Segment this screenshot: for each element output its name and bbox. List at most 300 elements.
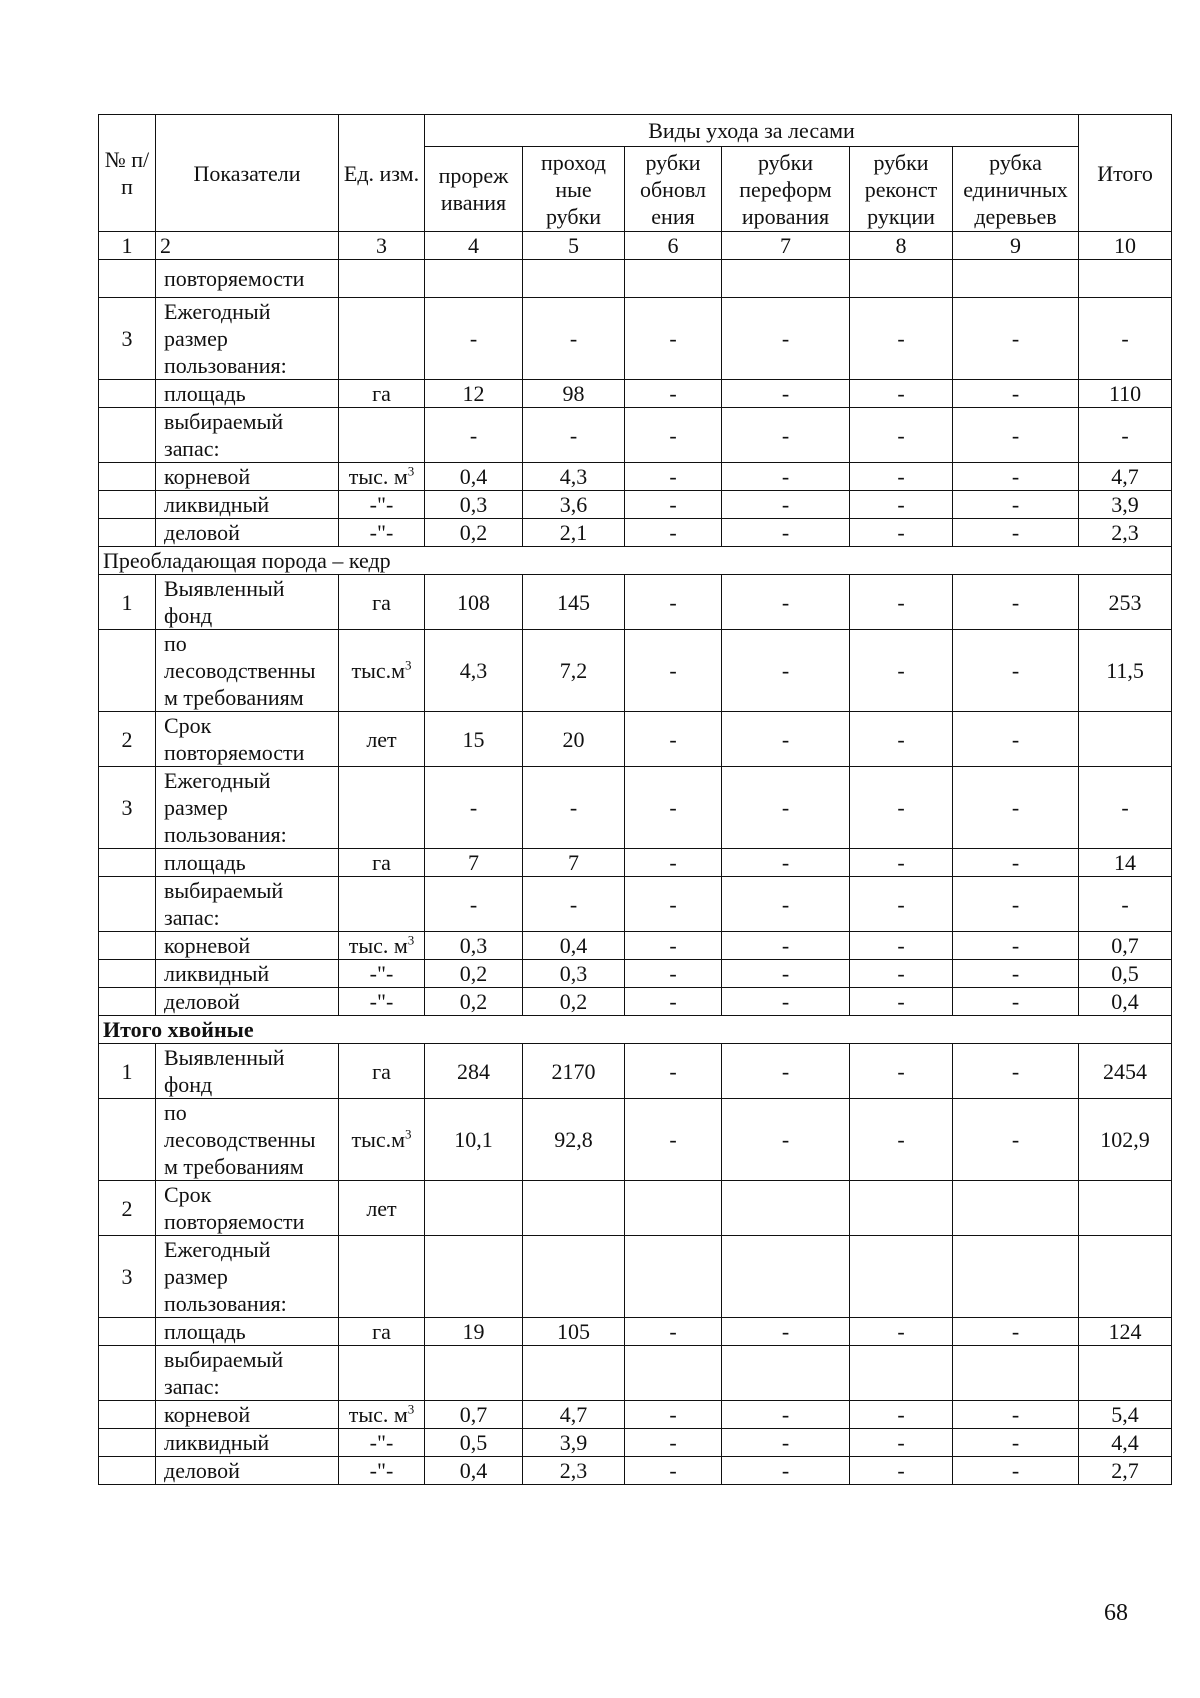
table-row [99, 380, 1172, 408]
row-total-value: 4,4 [1079, 1429, 1172, 1457]
row-value: - [625, 849, 722, 877]
row-value: - [625, 767, 722, 849]
row-unit [339, 298, 425, 380]
row-total-value: 0,5 [1079, 960, 1172, 988]
row-value: - [722, 1318, 850, 1346]
row-value: - [625, 491, 722, 519]
row-value: - [850, 1318, 953, 1346]
row-value: - [953, 1401, 1079, 1429]
col-number: 4 [425, 232, 523, 260]
row-label: деловой [156, 519, 339, 547]
unit-text: тыс. м [348, 933, 408, 958]
row-value [850, 1181, 953, 1236]
unit-superscript: 3 [407, 932, 415, 948]
row-value: - [722, 932, 850, 960]
row-unit [339, 988, 425, 1016]
table-row [99, 1401, 1172, 1429]
row-value: - [625, 988, 722, 1016]
row-value: 0,4 [523, 932, 625, 960]
row-value: 284 [425, 1044, 523, 1099]
row-total-value: 11,5 [1079, 630, 1172, 712]
row-value: - [722, 1457, 850, 1485]
row-value: - [625, 932, 722, 960]
row-total-value [1079, 260, 1172, 298]
unit-text: тыс. м [348, 1402, 408, 1427]
unit-text: лет [366, 1195, 397, 1221]
row-unit [339, 260, 425, 298]
col-number: 1 [99, 232, 156, 260]
row-total-value: 102,9 [1079, 1099, 1172, 1181]
row-value: - [953, 408, 1079, 463]
row-number [99, 1099, 156, 1181]
row-value [722, 1346, 850, 1401]
col-number: 3 [339, 232, 425, 260]
row-value: - [850, 1044, 953, 1099]
row-value: 19 [425, 1318, 523, 1346]
row-number [99, 630, 156, 712]
row-label: Ежегодный размер пользования: [156, 298, 339, 380]
row-value: - [850, 767, 953, 849]
row-label: по лесоводственны м требованиям [156, 1099, 339, 1181]
row-number [99, 1429, 156, 1457]
row-value: - [953, 849, 1079, 877]
row-value: 0,2 [523, 988, 625, 1016]
row-label: площадь [156, 380, 339, 408]
header-col-thinning: прореж ивания [425, 147, 523, 232]
row-value: - [953, 298, 1079, 380]
row-value: - [722, 767, 850, 849]
row-value: - [625, 463, 722, 491]
row-value: 10,1 [425, 1099, 523, 1181]
row-total-value: - [1079, 298, 1172, 380]
row-unit [339, 491, 425, 519]
row-value: - [722, 1401, 850, 1429]
row-value: - [953, 877, 1079, 932]
row-total-value: 4,7 [1079, 463, 1172, 491]
row-value: - [953, 712, 1079, 767]
row-total-value [1079, 1346, 1172, 1401]
row-value: - [850, 1099, 953, 1181]
row-value: - [722, 630, 850, 712]
row-value: - [722, 1044, 850, 1099]
row-total-value: 2,3 [1079, 519, 1172, 547]
table-row [99, 575, 1172, 630]
table-row [99, 932, 1172, 960]
table-row [99, 849, 1172, 877]
table-row [99, 260, 1172, 298]
unit-superscript: 3 [405, 657, 412, 673]
row-number [99, 1346, 156, 1401]
table-row [99, 1044, 1172, 1099]
section-heading-total-conifers-row [99, 1016, 1172, 1044]
row-value: - [850, 630, 953, 712]
row-value [523, 1181, 625, 1236]
row-total-value: 0,4 [1079, 988, 1172, 1016]
row-total-value: 2454 [1079, 1044, 1172, 1099]
unit-text: га [372, 1319, 391, 1344]
table-row [99, 1099, 1172, 1181]
row-unit [339, 849, 425, 877]
header-col-renewal: рубки обновл ения [625, 147, 722, 232]
row-number: 3 [99, 1236, 156, 1318]
row-value: - [625, 408, 722, 463]
row-value: - [523, 408, 625, 463]
row-total-value: 124 [1079, 1318, 1172, 1346]
unit-text: -"- [369, 1430, 394, 1455]
table-row [99, 519, 1172, 547]
row-total-value: 253 [1079, 575, 1172, 630]
table-row [99, 298, 1172, 380]
row-label: площадь [156, 1318, 339, 1346]
row-label: корневой [156, 1401, 339, 1429]
row-value: - [625, 960, 722, 988]
row-total-value: 14 [1079, 849, 1172, 877]
unit-text: -"- [369, 961, 394, 986]
row-value: - [625, 1099, 722, 1181]
row-label: ликвидный [156, 1429, 339, 1457]
row-label: Ежегодный размер пользования: [156, 767, 339, 849]
row-value [523, 260, 625, 298]
row-unit [339, 1099, 425, 1181]
table-row [99, 630, 1172, 712]
unit-text: га [372, 589, 391, 615]
row-number: 3 [99, 298, 156, 380]
row-number [99, 1318, 156, 1346]
header-indicator: Показатели [156, 115, 339, 232]
row-value: 0,2 [425, 988, 523, 1016]
col-number: 10 [1079, 232, 1172, 260]
header-row-1 [99, 115, 1172, 147]
row-label: деловой [156, 988, 339, 1016]
row-value: 108 [425, 575, 523, 630]
row-value: - [625, 877, 722, 932]
col-number: 5 [523, 232, 625, 260]
row-value: - [850, 298, 953, 380]
row-number: 2 [99, 712, 156, 767]
row-value: - [850, 932, 953, 960]
row-value: - [953, 380, 1079, 408]
row-value: - [850, 1429, 953, 1457]
row-value: 15 [425, 712, 523, 767]
row-value: - [722, 1099, 850, 1181]
row-value: 0,5 [425, 1429, 523, 1457]
row-value: 92,8 [523, 1099, 625, 1181]
table-row [99, 767, 1172, 849]
row-number [99, 988, 156, 1016]
row-value [953, 1346, 1079, 1401]
table-row [99, 960, 1172, 988]
unit-text: га [372, 381, 391, 406]
row-value: - [953, 519, 1079, 547]
row-number [99, 1457, 156, 1485]
row-value: - [722, 519, 850, 547]
row-value: - [850, 1401, 953, 1429]
row-unit [339, 1401, 425, 1429]
row-value: - [953, 1044, 1079, 1099]
row-value: - [625, 630, 722, 712]
row-value: - [850, 380, 953, 408]
row-number [99, 463, 156, 491]
row-value [953, 1236, 1079, 1318]
row-unit [339, 712, 425, 767]
table-row [99, 1457, 1172, 1485]
table-row [99, 463, 1172, 491]
row-label: Срок повторяемости [156, 1181, 339, 1236]
row-value: - [625, 575, 722, 630]
header-col-passage: проход ные рубки [523, 147, 625, 232]
row-value [625, 1346, 722, 1401]
row-unit [339, 630, 425, 712]
table-row [99, 988, 1172, 1016]
row-value [425, 260, 523, 298]
row-label: Срок повторяемости [156, 712, 339, 767]
row-value: - [850, 575, 953, 630]
row-label: корневой [156, 463, 339, 491]
unit-text: га [372, 1058, 391, 1084]
row-label: выбираемый запас: [156, 877, 339, 932]
row-value: 2,3 [523, 1457, 625, 1485]
row-number [99, 491, 156, 519]
section-heading-total-conifers: Итого хвойные [99, 1016, 1172, 1044]
row-value: - [953, 575, 1079, 630]
row-value: 3,6 [523, 491, 625, 519]
row-value: - [722, 491, 850, 519]
row-value: 7 [523, 849, 625, 877]
row-value: - [625, 712, 722, 767]
unit-superscript: 3 [405, 1126, 412, 1142]
row-value: - [953, 1099, 1079, 1181]
header-col-reformation: рубки переформ ирования [722, 147, 850, 232]
row-value [523, 1346, 625, 1401]
table-row [99, 1318, 1172, 1346]
row-value [425, 1181, 523, 1236]
row-value [722, 1181, 850, 1236]
row-total-value: 2,7 [1079, 1457, 1172, 1485]
row-value: - [850, 712, 953, 767]
row-number [99, 849, 156, 877]
row-number [99, 932, 156, 960]
table-row [99, 1236, 1172, 1318]
row-value: - [953, 1457, 1079, 1485]
row-label: ликвидный [156, 960, 339, 988]
row-unit [339, 932, 425, 960]
row-unit [339, 1429, 425, 1457]
section-heading-cedar: Преобладающая порода – кедр [99, 547, 1172, 575]
row-value: - [425, 877, 523, 932]
header-num: № п/п [99, 115, 156, 232]
row-value: - [425, 408, 523, 463]
unit-text: тыс.м [351, 1127, 406, 1152]
row-value: - [523, 767, 625, 849]
header-col-single-trees: рубка единичных деревьев [953, 147, 1079, 232]
unit-text: га [372, 850, 391, 875]
table-row [99, 491, 1172, 519]
unit-superscript: 3 [407, 463, 415, 479]
row-number [99, 380, 156, 408]
row-value: - [625, 519, 722, 547]
row-value: 4,3 [425, 630, 523, 712]
row-value: - [953, 491, 1079, 519]
row-label: корневой [156, 932, 339, 960]
row-total-value [1079, 712, 1172, 767]
row-value [523, 1236, 625, 1318]
row-value: - [722, 380, 850, 408]
row-value: - [953, 463, 1079, 491]
row-value: - [722, 463, 850, 491]
table-row [99, 1429, 1172, 1457]
row-label: деловой [156, 1457, 339, 1485]
row-value: - [625, 1457, 722, 1485]
row-label: повторяемости [156, 260, 339, 298]
row-value: - [850, 1457, 953, 1485]
row-value: - [625, 1044, 722, 1099]
row-value [722, 260, 850, 298]
row-value: - [850, 491, 953, 519]
unit-text: лет [366, 726, 397, 752]
row-total-value: 3,9 [1079, 491, 1172, 519]
unit-text: тыс.м [351, 658, 406, 683]
row-value: - [722, 575, 850, 630]
table-row [99, 877, 1172, 932]
row-value [425, 1346, 523, 1401]
row-value: - [850, 849, 953, 877]
row-value [850, 1346, 953, 1401]
row-value: 0,4 [425, 1457, 523, 1485]
row-value: - [722, 877, 850, 932]
table-row [99, 712, 1172, 767]
row-value: - [425, 298, 523, 380]
row-value: 4,7 [523, 1401, 625, 1429]
row-value: - [625, 298, 722, 380]
row-value [425, 1236, 523, 1318]
row-unit [339, 767, 425, 849]
row-value: 7,2 [523, 630, 625, 712]
row-value: 0,7 [425, 1401, 523, 1429]
row-number [99, 1401, 156, 1429]
page-number: 68 [1104, 1600, 1128, 1626]
row-number [99, 960, 156, 988]
section-heading-cedar-row [99, 547, 1172, 575]
row-value: - [953, 988, 1079, 1016]
row-number [99, 408, 156, 463]
row-value: - [625, 1401, 722, 1429]
row-total-value: - [1079, 877, 1172, 932]
row-value: - [953, 960, 1079, 988]
row-value: - [850, 463, 953, 491]
row-value [850, 260, 953, 298]
row-unit [339, 877, 425, 932]
row-value: 98 [523, 380, 625, 408]
header-total: Итого [1079, 115, 1172, 232]
row-value: 0,2 [425, 960, 523, 988]
row-value: - [722, 960, 850, 988]
unit-text: -"- [369, 1458, 394, 1483]
col-number: 2 [156, 232, 339, 260]
row-unit [339, 960, 425, 988]
row-value: - [523, 298, 625, 380]
row-number: 3 [99, 767, 156, 849]
row-label: по лесоводственны м требованиям [156, 630, 339, 712]
row-value: - [722, 408, 850, 463]
row-unit [339, 408, 425, 463]
row-label: выбираемый запас: [156, 408, 339, 463]
row-unit [339, 1236, 425, 1318]
row-value: - [953, 767, 1079, 849]
row-number [99, 260, 156, 298]
row-value: - [625, 1429, 722, 1457]
col-number: 6 [625, 232, 722, 260]
row-value: 0,3 [425, 491, 523, 519]
row-unit [339, 1044, 425, 1099]
row-total-value [1079, 1236, 1172, 1318]
row-unit [339, 575, 425, 630]
column-numbers-row [99, 232, 1172, 260]
row-value: - [850, 408, 953, 463]
col-number: 7 [722, 232, 850, 260]
row-label: Ежегодный размер пользования: [156, 1236, 339, 1318]
row-total-value: - [1079, 767, 1172, 849]
row-value [850, 1236, 953, 1318]
table-row [99, 1346, 1172, 1401]
row-value: 0,3 [523, 960, 625, 988]
row-value: - [850, 988, 953, 1016]
row-value: 0,2 [425, 519, 523, 547]
row-value: - [722, 988, 850, 1016]
row-value: - [953, 1429, 1079, 1457]
row-value: - [625, 1318, 722, 1346]
row-number: 2 [99, 1181, 156, 1236]
row-total-value [1079, 1181, 1172, 1236]
row-value: - [523, 877, 625, 932]
table-row [99, 408, 1172, 463]
row-number: 1 [99, 575, 156, 630]
forest-care-table [98, 114, 1172, 1485]
row-value: 0,3 [425, 932, 523, 960]
row-value: - [722, 712, 850, 767]
header-col-reconstruction: рубки реконст рукции [850, 147, 953, 232]
row-value: - [850, 960, 953, 988]
header-unit: Ед. изм. [339, 115, 425, 232]
row-value: - [850, 877, 953, 932]
row-value: 3,9 [523, 1429, 625, 1457]
row-value [625, 1236, 722, 1318]
unit-superscript: 3 [407, 1401, 415, 1417]
row-unit [339, 1318, 425, 1346]
row-value [722, 1236, 850, 1318]
row-value: 4,3 [523, 463, 625, 491]
row-total-value: 110 [1079, 380, 1172, 408]
row-value: 20 [523, 712, 625, 767]
row-value: - [953, 1318, 1079, 1346]
row-value [953, 1181, 1079, 1236]
row-label: Выявленный фонд [156, 575, 339, 630]
col-number: 8 [850, 232, 953, 260]
table-body [99, 115, 1172, 1485]
row-value: - [722, 298, 850, 380]
row-unit [339, 519, 425, 547]
table-row [99, 1181, 1172, 1236]
row-total-value: 5,4 [1079, 1401, 1172, 1429]
unit-text: -"- [369, 520, 394, 545]
row-value: 0,4 [425, 463, 523, 491]
row-number: 1 [99, 1044, 156, 1099]
row-value: - [953, 630, 1079, 712]
row-value: 7 [425, 849, 523, 877]
row-value: 145 [523, 575, 625, 630]
row-label: Выявленный фонд [156, 1044, 339, 1099]
unit-text: тыс. м [348, 464, 408, 489]
row-value: - [425, 767, 523, 849]
